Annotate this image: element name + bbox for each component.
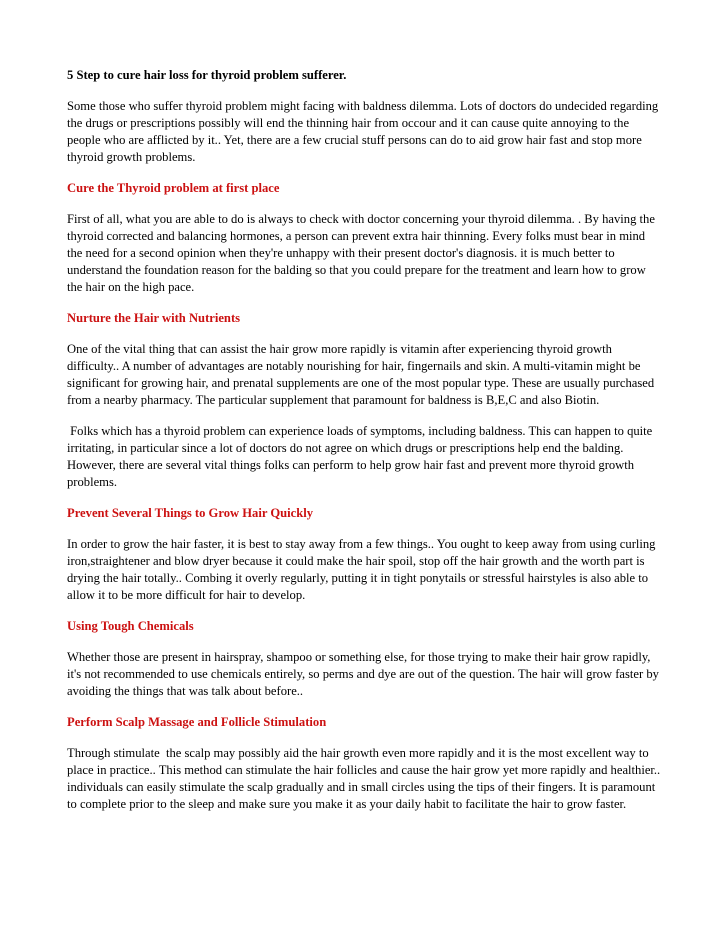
section-paragraph: Through stimulate the scalp may possibly aid the hair growth even more rapidly and it is the most excellent way to place in practice.. This method can stimulate the hair follicles and cause the hair grow yet more rapidly and healthier.. individuals can easily stimulate the scalp gradually and in small circles using the tips of their fingers. It is paramount to complete prior to the sleep and make sure you make it as your daily habit to facilitate the hair to grow faster. xyxy=(67,746,667,811)
intro-paragraph: Some those who suffer thyroid problem might facing with baldness dilemma. Lots of doctors do undecided regarding the drugs or prescriptions possibly will end the thinning hair from occour and it can cause quite annoying to the people who are afflicted by it.. Yet, there are a few crucial stuff persons can do to aid grow hair fast and stop more thyroid growth problems. xyxy=(67,99,662,164)
section-paragraph: First of all, what you are able to do is always to check with doctor concerning your thyroid dilemma. . By having the thyroid corrected and balancing hormones, a person can prevent extra hair thinning. Every folks must bear in mind the need for a second opinion when they're unhappy with their present doctor's diagnosis. it is much better to understand the foundation reason for the balding so that you could prepare for the treatment and learn how to grow the hair on the high pace. xyxy=(67,212,659,294)
section-heading-prevent-things: Prevent Several Things to Grow Hair Quickly xyxy=(67,506,314,520)
document-page xyxy=(67,67,667,827)
section-paragraph: One of the vital thing that can assist the hair grow more rapidly is vitamin after experiencing thyroid growth difficulty.. A number of advantages are notably nourishing for hair, fingernails and skin. A multi-vitamin might be significant for growing hair, and prenatal supplements are one of the most popular type. These are usually purchased from a nearby pharmacy. The particular supplement that paramount for baldness is B,E,C and also Biotin. xyxy=(67,342,658,407)
section-paragraph: In order to grow the hair faster, it is best to stay away from a few things.. You ought to keep away from using curling iron,straightener and blow dryer because it could make the hair spoil, stop off the hair growth and the worth part is drying the hair totally.. Combing it overly regularly, putting it in tight ponytails or stressful hairstyles is also able to allow it to be more difficult for hair to develop. xyxy=(67,537,659,602)
section-heading-cure-thyroid: Cure the Thyroid problem at first place xyxy=(67,181,280,195)
document-title: 5 Step to cure hair loss for thyroid problem sufferer. xyxy=(67,68,347,82)
section-heading-nurture-hair: Nurture the Hair with Nutrients xyxy=(67,311,241,325)
section-paragraph: Folks which has a thyroid problem can experience loads of symptoms, including baldness. This can happen to quite irritating, in particular since a lot of doctors do not agree on which drugs or prescriptions help end the balding. However, there are several vital things folks can perform to help grow hair fast and prevent more thyroid growth problems. xyxy=(67,424,656,489)
section-heading-tough-chemicals: Using Tough Chemicals xyxy=(67,619,194,633)
section-heading-scalp-massage: Perform Scalp Massage and Follicle Stimulation xyxy=(67,715,327,729)
section-paragraph: Whether those are present in hairspray, shampoo or something else, for those trying to make their hair grow rapidly, it's not recommended to use chemicals entirely, so perms and dye are out of the question. The hair will grow faster by avoiding the things that was talk about before.. xyxy=(67,650,663,698)
